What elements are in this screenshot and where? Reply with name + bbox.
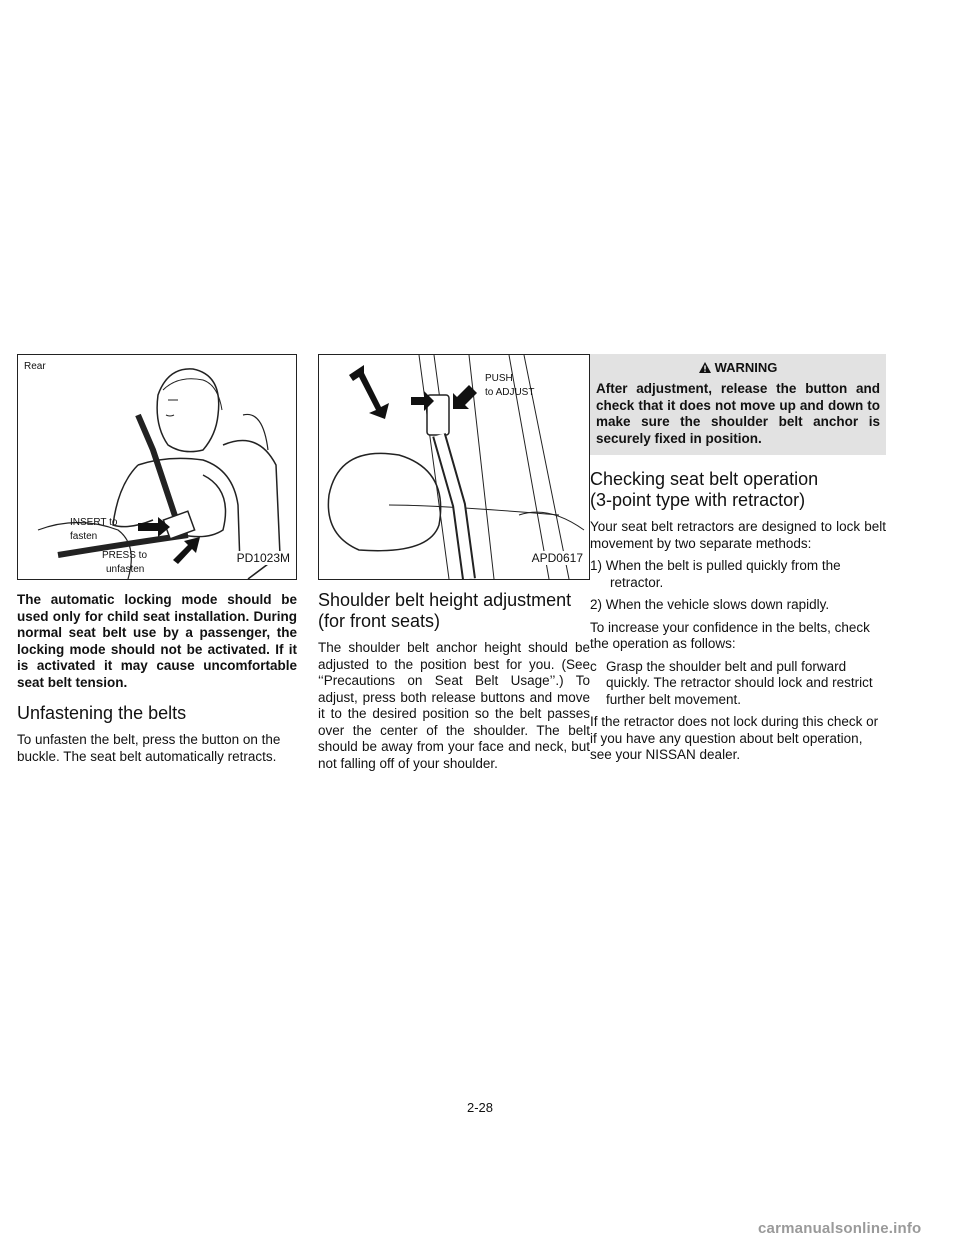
intro-text: Your seat belt retractors are designed to lock belt movement by two separate methods:	[590, 519, 886, 551]
locking-mode-note: The automatic locking mode should be used only for child seat installation. During normal seat belt use by a passenger, the locking mode should not be activated. If it is activated it may cause uncomfortable seat belt tension.	[17, 592, 297, 690]
shoulder-belt-illustration	[319, 355, 589, 579]
heading-checking-operation	[590, 469, 886, 511]
shoulder-belt-body: The shoulder belt anchor height should be adjusted to the position best for you. (See ‘‘Precautions on Seat Belt Usage’’.) To adjust, press both release buttons and move it to the desired position so the belt passes over the center of the shoulder. The belt should be away from your face and neck, but not falling off of your shoulder.	[318, 640, 590, 771]
label-insert: INSERT to	[70, 517, 118, 528]
heading-line-1: Shoulder belt height adjustment	[318, 590, 572, 610]
unfasten-text: To unfasten the belt, press the button on the buckle. The seat belt automatically retracts.	[17, 732, 281, 764]
label-adjust: to ADJUST	[485, 387, 535, 398]
heading-line-2: (for front seats)	[318, 611, 441, 631]
warning-text: After adjustment, release the button and check that it does not move up and down to make sure the shoulder belt anchor is securely fixed in position.	[596, 381, 880, 446]
warning-icon	[699, 362, 711, 373]
label-rear: Rear	[24, 361, 46, 372]
column-left	[17, 354, 297, 771]
column-middle	[318, 354, 590, 778]
warning-header	[596, 360, 880, 375]
list-item-1: 1) When the belt is pulled quickly from the retractor.	[590, 558, 841, 590]
label-fasten: fasten	[70, 531, 98, 542]
page-number: 2-28	[466, 1100, 494, 1115]
figure-code: PD1023M	[236, 551, 290, 565]
heading-line-1: Checking seat belt operation	[590, 469, 819, 489]
closing-text: If the retractor does not lock during this check or if you have any question about belt operation, see your NISSAN dealer.	[590, 714, 879, 762]
figure-code: APD0617	[531, 551, 583, 565]
seatbelt-buckle-illustration	[18, 355, 296, 579]
column-right	[590, 354, 886, 770]
figure-shoulder-belt	[318, 354, 590, 580]
warning-title: WARNING	[714, 360, 778, 375]
heading-unfastening: Unfastening the belts	[17, 703, 187, 723]
heading-line-2: (3-point type with retractor)	[590, 490, 806, 510]
bullet-item	[590, 659, 886, 709]
confidence-text: To increase your confidence in the belts, check the operation as follows:	[590, 619, 870, 651]
heading-shoulder-belt	[318, 590, 590, 632]
figure-seatbelt-buckle	[17, 354, 297, 580]
bullet-icon: c	[590, 658, 597, 674]
bullet-text: Grasp the shoulder belt and pull forward quickly. The retractor should lock and restrict further belt movement.	[606, 658, 873, 707]
warning-box	[590, 354, 886, 455]
label-press: PRESS to	[102, 550, 148, 561]
label-unfasten: unfasten	[106, 564, 145, 575]
list-item-2: 2) When the vehicle slows down rapidly.	[590, 597, 830, 612]
label-push: PUSH	[485, 373, 513, 384]
watermark-text: carmanualsonline.info	[758, 1220, 922, 1237]
